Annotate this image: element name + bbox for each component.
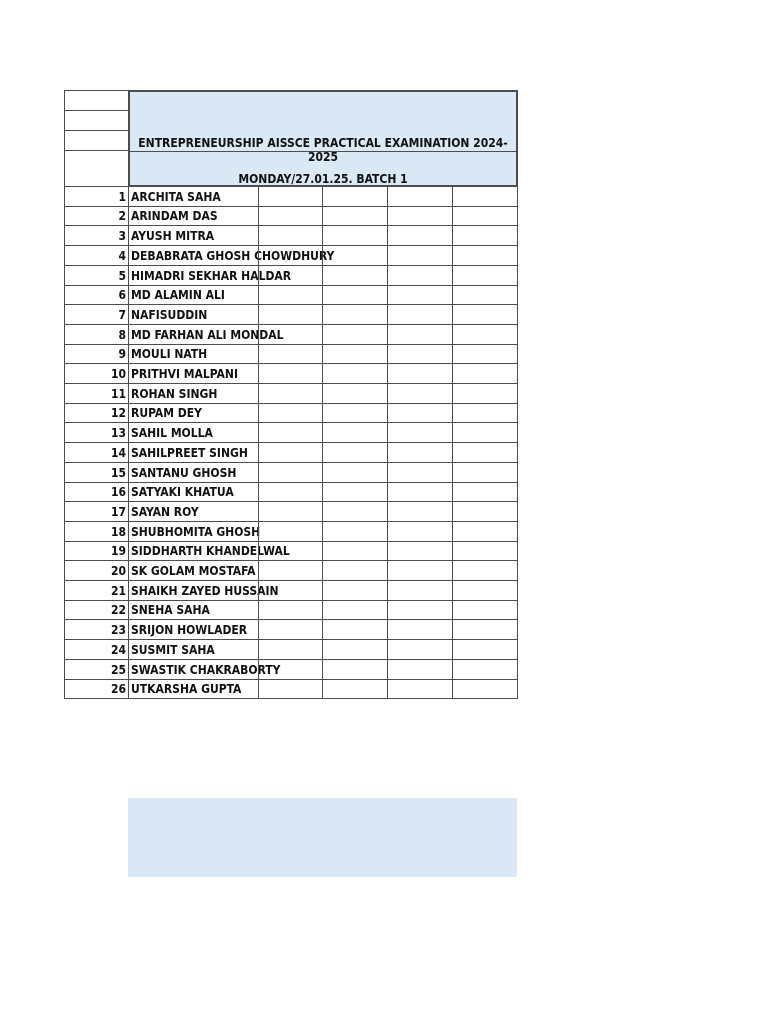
student-name: SAYAN ROY — [128, 501, 259, 522]
footer-box — [128, 798, 517, 877]
mark-cell — [452, 422, 518, 443]
row-number: 1 — [64, 186, 129, 207]
mark-cell — [387, 304, 453, 325]
mark-cell — [258, 186, 323, 207]
row-number: 15 — [64, 462, 129, 483]
mark-cell — [258, 422, 323, 443]
row-number: 23 — [64, 619, 129, 640]
row-number: 7 — [64, 304, 129, 325]
mark-cell — [387, 541, 453, 561]
mark-cell — [387, 442, 453, 463]
mark-cell — [452, 619, 518, 640]
mark-cell — [452, 580, 518, 601]
mark-cell — [322, 363, 388, 384]
mark-cell — [452, 344, 518, 364]
mark-cell — [322, 501, 388, 522]
mark-cell — [452, 600, 518, 620]
mark-cell — [322, 580, 388, 601]
mark-cell — [322, 639, 388, 660]
student-name: AYUSH MITRA — [128, 225, 259, 246]
student-name: DEBABRATA GHOSH CHOWDHURY — [128, 245, 259, 266]
mark-cell — [387, 600, 453, 620]
mark-cell — [452, 541, 518, 561]
mark-cell — [258, 639, 323, 660]
mark-cell — [322, 324, 388, 345]
mark-cell — [322, 442, 388, 463]
mark-cell — [387, 383, 453, 404]
mark-cell — [258, 560, 323, 581]
student-name: SNEHA SAHA — [128, 600, 259, 620]
sheet-title: ENTREPRENEURSHIP AISSCE PRACTICAL EXAMINATION 2024-2025 — [138, 136, 508, 164]
header-divider — [130, 151, 516, 152]
mark-cell — [452, 245, 518, 266]
mark-cell — [452, 659, 518, 680]
student-name: SHUBHOMITA GHOSH — [128, 521, 259, 542]
student-name: SANTANU GHOSH — [128, 462, 259, 483]
mark-cell — [322, 265, 388, 286]
blank-cell — [64, 150, 129, 187]
mark-cell — [387, 679, 453, 699]
mark-cell — [322, 304, 388, 325]
mark-cell — [387, 363, 453, 384]
student-name: SWASTIK CHAKRABORTY — [128, 659, 259, 680]
mark-cell — [452, 462, 518, 483]
row-number: 3 — [64, 225, 129, 246]
mark-cell — [452, 679, 518, 699]
student-name: SK GOLAM MOSTAFA — [128, 560, 259, 581]
student-name: MOULI NATH — [128, 344, 259, 364]
row-number: 25 — [64, 659, 129, 680]
mark-cell — [452, 501, 518, 522]
row-number: 18 — [64, 521, 129, 542]
mark-cell — [258, 659, 323, 680]
student-name: SATYAKI KHATUA — [128, 482, 259, 502]
mark-cell — [258, 265, 323, 286]
mark-cell — [258, 501, 323, 522]
mark-cell — [322, 344, 388, 364]
mark-cell — [452, 383, 518, 404]
row-number: 24 — [64, 639, 129, 660]
mark-cell — [452, 363, 518, 384]
student-name: SAHILPREET SINGH — [128, 442, 259, 463]
mark-cell — [322, 383, 388, 404]
mark-cell — [258, 383, 323, 404]
mark-cell — [322, 482, 388, 502]
mark-cell — [452, 560, 518, 581]
mark-cell — [258, 482, 323, 502]
mark-cell — [452, 521, 518, 542]
mark-cell — [387, 285, 453, 305]
sheet-subtitle: MONDAY/27.01.25. BATCH 1 — [238, 172, 408, 186]
mark-cell — [452, 639, 518, 660]
mark-cell — [387, 225, 453, 246]
mark-cell — [322, 225, 388, 246]
mark-cell — [452, 403, 518, 423]
mark-cell — [258, 245, 323, 266]
row-number: 12 — [64, 403, 129, 423]
row-number: 2 — [64, 206, 129, 226]
mark-cell — [452, 265, 518, 286]
mark-cell — [258, 206, 323, 226]
mark-cell — [322, 422, 388, 443]
mark-cell — [322, 659, 388, 680]
student-name: MD ALAMIN ALI — [128, 285, 259, 305]
mark-cell — [387, 422, 453, 443]
mark-cell — [258, 600, 323, 620]
mark-cell — [322, 462, 388, 483]
mark-cell — [387, 482, 453, 502]
mark-cell — [322, 619, 388, 640]
mark-cell — [387, 186, 453, 207]
row-number: 10 — [64, 363, 129, 384]
mark-cell — [258, 324, 323, 345]
row-number: 17 — [64, 501, 129, 522]
mark-cell — [322, 679, 388, 699]
mark-cell — [258, 403, 323, 423]
mark-cell — [322, 285, 388, 305]
mark-cell — [387, 265, 453, 286]
row-number: 8 — [64, 324, 129, 345]
row-number: 26 — [64, 679, 129, 699]
mark-cell — [452, 186, 518, 207]
row-number: 6 — [64, 285, 129, 305]
student-name: PRITHVI MALPANI — [128, 363, 259, 384]
mark-cell — [387, 639, 453, 660]
student-name: SRIJON HOWLADER — [128, 619, 259, 640]
blank-cell — [64, 130, 129, 151]
sheet-header — [128, 90, 518, 187]
row-number: 22 — [64, 600, 129, 620]
student-name: RUPAM DEY — [128, 403, 259, 423]
mark-cell — [322, 206, 388, 226]
mark-cell — [322, 186, 388, 207]
student-name: SAHIL MOLLA — [128, 422, 259, 443]
mark-cell — [387, 462, 453, 483]
mark-cell — [258, 225, 323, 246]
mark-cell — [322, 245, 388, 266]
row-number: 20 — [64, 560, 129, 581]
student-name: SUSMIT SAHA — [128, 639, 259, 660]
row-number: 5 — [64, 265, 129, 286]
mark-cell — [387, 501, 453, 522]
student-name: HIMADRI SEKHAR HALDAR — [128, 265, 259, 286]
mark-cell — [387, 206, 453, 226]
mark-cell — [322, 521, 388, 542]
student-name: ROHAN SINGH — [128, 383, 259, 404]
student-name: UTKARSHA GUPTA — [128, 679, 259, 699]
student-name: SIDDHARTH KHANDELWAL — [128, 541, 259, 561]
mark-cell — [322, 541, 388, 561]
mark-cell — [258, 619, 323, 640]
row-number: 9 — [64, 344, 129, 364]
mark-cell — [258, 462, 323, 483]
row-number: 13 — [64, 422, 129, 443]
student-name: SHAIKH ZAYED HUSSAIN — [128, 580, 259, 601]
mark-cell — [387, 245, 453, 266]
mark-cell — [452, 206, 518, 226]
mark-cell — [322, 403, 388, 423]
student-name: NAFISUDDIN — [128, 304, 259, 325]
mark-cell — [387, 324, 453, 345]
mark-cell — [387, 344, 453, 364]
mark-cell — [452, 442, 518, 463]
mark-cell — [387, 619, 453, 640]
blank-cell — [64, 110, 129, 131]
mark-cell — [258, 679, 323, 699]
row-number: 16 — [64, 482, 129, 502]
row-number: 19 — [64, 541, 129, 561]
row-number: 14 — [64, 442, 129, 463]
mark-cell — [258, 521, 323, 542]
mark-cell — [322, 560, 388, 581]
mark-cell — [258, 363, 323, 384]
row-number: 4 — [64, 245, 129, 266]
student-name: ARINDAM DAS — [128, 206, 259, 226]
mark-cell — [322, 600, 388, 620]
mark-cell — [387, 521, 453, 542]
mark-cell — [387, 403, 453, 423]
mark-cell — [387, 580, 453, 601]
mark-cell — [258, 442, 323, 463]
row-number: 11 — [64, 383, 129, 404]
mark-cell — [452, 285, 518, 305]
mark-cell — [452, 304, 518, 325]
student-name: ARCHITA SAHA — [128, 186, 259, 207]
mark-cell — [258, 580, 323, 601]
mark-cell — [387, 560, 453, 581]
mark-cell — [452, 482, 518, 502]
row-number: 21 — [64, 580, 129, 601]
blank-cell — [64, 90, 129, 111]
mark-cell — [258, 304, 323, 325]
student-name: MD FARHAN ALI MONDAL — [128, 324, 259, 345]
mark-cell — [452, 324, 518, 345]
mark-cell — [387, 659, 453, 680]
mark-cell — [258, 344, 323, 364]
mark-cell — [452, 225, 518, 246]
mark-cell — [258, 285, 323, 305]
mark-cell — [258, 541, 323, 561]
